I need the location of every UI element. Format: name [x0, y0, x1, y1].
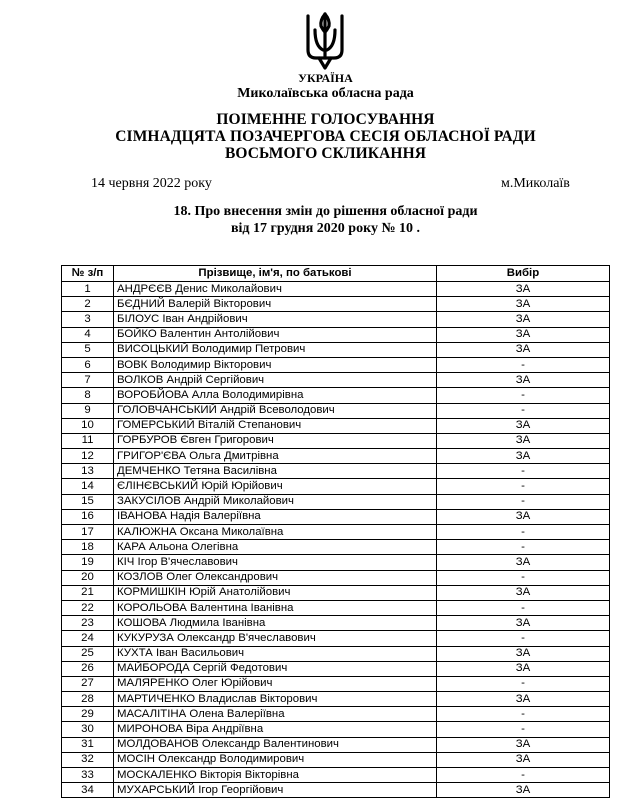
row-number: 33 [62, 768, 114, 783]
row-number: 22 [62, 600, 114, 615]
row-number: 10 [62, 418, 114, 433]
deputy-name: МОСІН Олександр Володимирович [114, 752, 437, 767]
table-row [62, 768, 610, 783]
deputy-name: ЄЛІНЄВСЬКИЙ Юрій Юрійович [114, 479, 437, 494]
deputy-name: МИРОНОВА Віра Андріївна [114, 722, 437, 737]
table-row [62, 540, 610, 555]
row-number: 11 [62, 433, 114, 448]
deputy-name: МОЛДОВАНОВ Олександр Валентинович [114, 737, 437, 752]
row-number: 31 [62, 737, 114, 752]
table-row [62, 433, 610, 448]
row-number: 4 [62, 327, 114, 342]
deputy-name: МАРТИЧЕНКО Владислав Вікторович [114, 692, 437, 707]
table-row [62, 631, 610, 646]
vote-choice: ЗА [437, 282, 610, 297]
vote-choice: ЗА [437, 616, 610, 631]
deputy-name: ГРИГОР'ЄВА Ольга Дмитрівна [114, 449, 437, 464]
table-row [62, 570, 610, 585]
row-number: 18 [62, 540, 114, 555]
row-number: 32 [62, 752, 114, 767]
deputy-name: ГОЛОВЧАНСЬКИЙ Андрій Всеволодович [114, 403, 437, 418]
deputy-name: ВИСОЦЬКИЙ Володимир Петрович [114, 342, 437, 357]
vote-choice: ЗА [437, 783, 610, 798]
row-number: 9 [62, 403, 114, 418]
vote-choice: ЗА [437, 661, 610, 676]
vote-choice: ЗА [437, 692, 610, 707]
vote-choice: ЗА [437, 585, 610, 600]
deputy-name: КУХТА Іван Васильович [114, 646, 437, 661]
deputy-name: КОРОЛЬОВА Валентина Іванівна [114, 600, 437, 615]
vote-choice: - [437, 676, 610, 691]
row-number: 7 [62, 373, 114, 388]
deputy-name: БЄДНИЙ Валерій Вікторович [114, 297, 437, 312]
vote-choice: ЗА [437, 312, 610, 327]
row-number: 5 [62, 342, 114, 357]
vote-choice: - [437, 722, 610, 737]
table-row [62, 418, 610, 433]
row-number: 23 [62, 616, 114, 631]
table-row [62, 494, 610, 509]
table-row [62, 737, 610, 752]
votes-table [61, 265, 610, 798]
row-number: 34 [62, 783, 114, 798]
deputy-name: КАЛЮЖНА Оксана Миколаївна [114, 525, 437, 540]
deputy-name: МАЛЯРЕНКО Олег Юрійович [114, 676, 437, 691]
table-row [62, 357, 610, 372]
vote-choice: - [437, 600, 610, 615]
row-number: 1 [62, 282, 114, 297]
table-row [62, 676, 610, 691]
deputy-name: ВОРОБЙОВА Алла Володимирівна [114, 388, 437, 403]
agenda-item-subtitle: від 17 грудня 2020 року № 10 . [230, 221, 421, 236]
document-date: 14 червня 2022 року [91, 176, 212, 191]
vote-choice: ЗА [437, 418, 610, 433]
vote-choice: - [437, 494, 610, 509]
table-row [62, 509, 610, 524]
vote-choice: - [437, 570, 610, 585]
vote-choice: - [437, 631, 610, 646]
row-number: 26 [62, 661, 114, 676]
vote-choice: ЗА [437, 646, 610, 661]
row-number: 24 [62, 631, 114, 646]
column-header-vote: Вибір [437, 266, 610, 282]
deputy-name: КОШОВА Людмила Іванівна [114, 616, 437, 631]
table-row [62, 327, 610, 342]
document-title: ПОІМЕННЕ ГОЛОСУВАННЯ [216, 111, 435, 128]
table-row [62, 600, 610, 615]
deputy-name: ВОЛКОВ Андрій Сергійович [114, 373, 437, 388]
table-row [62, 403, 610, 418]
table-row [62, 722, 610, 737]
deputy-name: КАРА Альона Олегівна [114, 540, 437, 555]
votes-table-body [62, 282, 610, 798]
vote-choice: - [437, 768, 610, 783]
table-header-row [62, 266, 610, 282]
table-row [62, 707, 610, 722]
vote-choice: ЗА [437, 449, 610, 464]
table-row [62, 525, 610, 540]
row-number: 19 [62, 555, 114, 570]
document-city: м.Миколаїв [501, 176, 570, 191]
deputy-name: КОРМИШКІН Юрій Анатолійович [114, 585, 437, 600]
table-row [62, 585, 610, 600]
row-number: 13 [62, 464, 114, 479]
deputy-name: ГОМЕРСЬКИЙ Віталій Степанович [114, 418, 437, 433]
country-label: УКРАЇНА [298, 71, 353, 85]
row-number: 14 [62, 479, 114, 494]
table-row [62, 373, 610, 388]
table-row [62, 388, 610, 403]
table-row [62, 464, 610, 479]
session-title: СІМНАДЦЯТА ПОЗАЧЕРГОВА СЕСІЯ ОБЛАСНОЇ РАДИ [115, 128, 536, 145]
deputy-name: БОЙКО Валентин Антолійович [114, 327, 437, 342]
deputy-name: АНДРЄЄВ Денис Миколайович [114, 282, 437, 297]
deputy-name: КОЗЛОВ Олег Олександрович [114, 570, 437, 585]
deputy-name: КІЧ Ігор В'ячеславович [114, 555, 437, 570]
deputy-name: МУХАРСЬКИЙ Ігор Георгійович [114, 783, 437, 798]
row-number: 27 [62, 676, 114, 691]
row-number: 2 [62, 297, 114, 312]
deputy-name: ВОВК Володимир Вікторович [114, 357, 437, 372]
deputy-name: КУКУРУЗА Олександр В'ячеславович [114, 631, 437, 646]
deputy-name: ІВАНОВА Надія Валеріївна [114, 509, 437, 524]
row-number: 17 [62, 525, 114, 540]
vote-choice: - [437, 707, 610, 722]
table-row [62, 449, 610, 464]
table-row [62, 616, 610, 631]
vote-choice: - [437, 403, 610, 418]
table-row [62, 646, 610, 661]
row-number: 16 [62, 509, 114, 524]
table-row [62, 555, 610, 570]
vote-choice: ЗА [437, 555, 610, 570]
row-number: 12 [62, 449, 114, 464]
vote-choice: ЗА [437, 737, 610, 752]
table-row [62, 692, 610, 707]
council-name: Миколаївська обласна рада [237, 86, 414, 101]
vote-choice: - [437, 540, 610, 555]
agenda-item-title: 18. Про внесення змін до рішення обласної ради [173, 204, 478, 219]
table-row [62, 297, 610, 312]
vote-choice: ЗА [437, 752, 610, 767]
vote-choice: - [437, 464, 610, 479]
deputy-name: МАЙБОРОДА Сергій Федотович [114, 661, 437, 676]
deputy-name: БІЛОУС Іван Андрійович [114, 312, 437, 327]
table-row [62, 479, 610, 494]
vote-choice: - [437, 479, 610, 494]
row-number: 6 [62, 357, 114, 372]
table-row [62, 342, 610, 357]
row-number: 3 [62, 312, 114, 327]
deputy-name: ГОРБУРОВ Євген Григорович [114, 433, 437, 448]
row-number: 21 [62, 585, 114, 600]
vote-choice: ЗА [437, 433, 610, 448]
column-header-number: № з/п [62, 266, 114, 282]
table-row [62, 752, 610, 767]
column-header-name: Прізвище, ім'я, по батькові [114, 266, 437, 282]
vote-choice: - [437, 525, 610, 540]
row-number: 28 [62, 692, 114, 707]
table-row [62, 661, 610, 676]
row-number: 25 [62, 646, 114, 661]
deputy-name: ЗАКУСІЛОВ Андрій Миколайович [114, 494, 437, 509]
vote-choice: ЗА [437, 297, 610, 312]
deputy-name: МАСАЛІТІНА Олена Валеріївна [114, 707, 437, 722]
table-row [62, 312, 610, 327]
vote-choice: - [437, 357, 610, 372]
vote-choice: ЗА [437, 373, 610, 388]
vote-choice: ЗА [437, 327, 610, 342]
vote-choice: - [437, 388, 610, 403]
row-number: 15 [62, 494, 114, 509]
deputy-name: МОСКАЛЕНКО Вікторія Вікторівна [114, 768, 437, 783]
row-number: 20 [62, 570, 114, 585]
table-row [62, 282, 610, 297]
row-number: 8 [62, 388, 114, 403]
row-number: 29 [62, 707, 114, 722]
row-number: 30 [62, 722, 114, 737]
vote-choice: ЗА [437, 342, 610, 357]
table-row [62, 783, 610, 798]
vote-choice: ЗА [437, 509, 610, 524]
deputy-name: ДЕМЧЕНКО Тетяна Василівна [114, 464, 437, 479]
convocation-title: ВОСЬМОГО СКЛИКАННЯ [224, 145, 427, 162]
trident-emblem-icon [303, 10, 347, 72]
